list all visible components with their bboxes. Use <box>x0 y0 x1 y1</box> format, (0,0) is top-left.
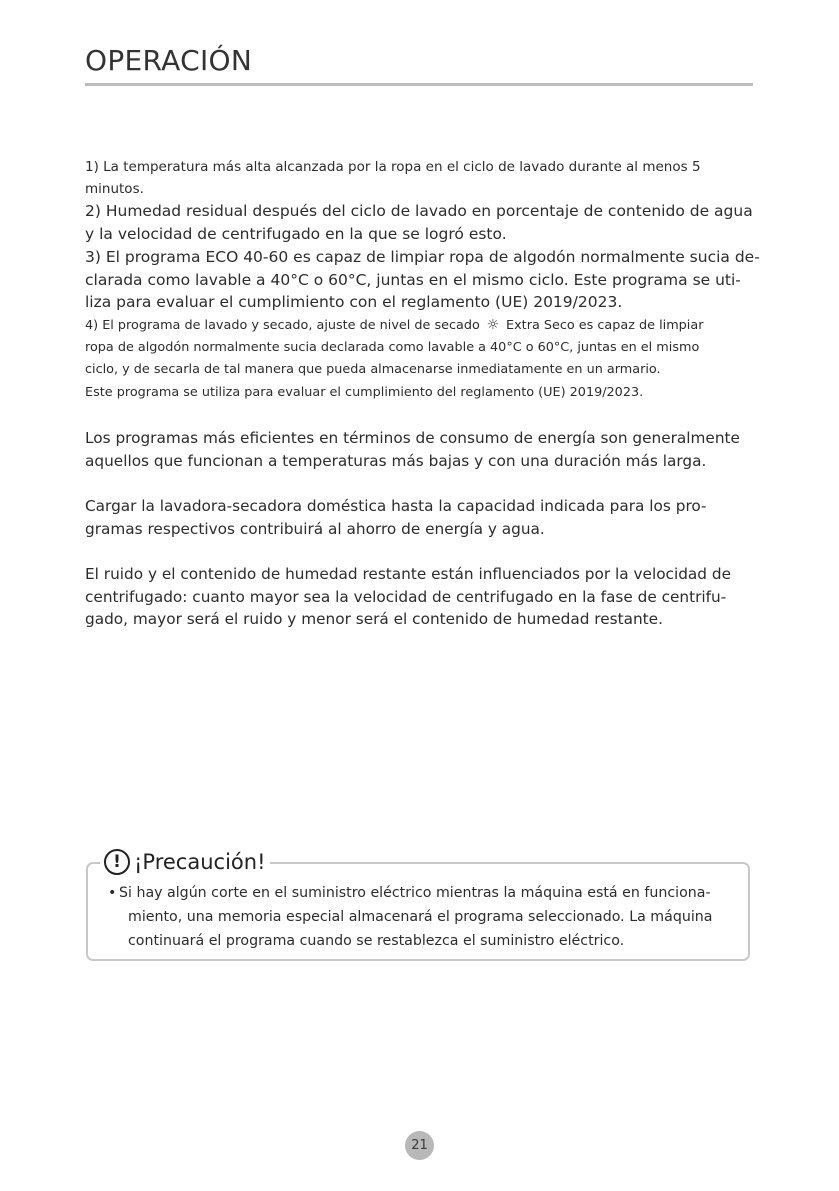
footnote-3-line-1: 3) El programa ECO 40-60 es capaz de limpiar ropa de algodón normalmente sucia de- <box>85 248 760 266</box>
footnote-4-line-1-start: 4) El programa de lavado y secado, ajuste de nivel de secado <box>85 318 480 333</box>
sun-icon: ☼ <box>486 317 500 333</box>
footnote-3-line-2: clarada como lavable a 40°C o 60°C, juntas en el mismo ciclo. Este programa se uti- <box>85 271 741 289</box>
paragraph-2-line-2: gramas respectivos contribuirá al ahorro de energía y agua. <box>85 520 545 538</box>
caution-text-line-1: Si hay algún corte en el suministro eléctrico mientras la máquina está en funciona- <box>119 885 711 901</box>
footnote-4-line-1 <box>85 317 703 333</box>
footnote-1-line-1: 1) La temperatura más alta alcanzada por la ropa en el ciclo de lavado durante al menos 5 <box>85 159 701 175</box>
warning-icon: ! <box>104 849 130 875</box>
caution-bullet: • <box>108 885 117 901</box>
footnote-2-line-2: y la velocidad de centrifugado en la que se logró esto. <box>85 225 507 243</box>
paragraph-3-line-1: El ruido y el contenido de humedad restante están influenciados por la velocidad de <box>85 565 731 583</box>
caution-text-line-2: miento, una memoria especial almacenará el programa seleccionado. La máquina <box>128 909 713 925</box>
paragraph-3-line-3: gado, mayor será el ruido y menor será el contenido de humedad restante. <box>85 610 663 628</box>
caution-text-line-3: continuará el programa cuando se restablezca el suministro eléctrico. <box>128 933 625 949</box>
caution-header <box>100 847 270 877</box>
paragraph-1-line-2: aquellos que funcionan a temperaturas más bajas y con una duración más larga. <box>85 452 707 470</box>
footnote-3-line-3: liza para evaluar el cumplimiento con el reglamento (UE) 2019/2023. <box>85 293 623 311</box>
paragraph-3-line-2: centrifugado: cuanto mayor sea la velocidad de centrifugado en la fase de centrifu- <box>85 588 727 606</box>
footnote-4-line-4: Este programa se utiliza para evaluar el cumplimiento del reglamento (UE) 2019/2023. <box>85 385 644 400</box>
paragraph-2-line-1: Cargar la lavadora-secadora doméstica hasta la capacidad indicada para los pro- <box>85 497 707 515</box>
footnote-4-line-1-end: Extra Seco es capaz de limpiar <box>506 318 704 333</box>
title-divider <box>85 83 753 86</box>
footnote-4-line-3: ciclo, y de secarla de tal manera que pueda almacenarse inmediatamente en un armario. <box>85 362 661 377</box>
footnote-2-line-1: 2) Humedad residual después del ciclo de lavado en porcentaje de contenido de agua <box>85 202 753 220</box>
paragraph-1-line-1: Los programas más eficientes en términos de consumo de energía son generalmente <box>85 429 740 447</box>
footnote-1-line-2: minutos. <box>85 181 144 197</box>
page-number: 21 <box>405 1131 434 1160</box>
caution-title: ¡Precaución! <box>134 850 266 874</box>
footnote-4-line-2: ropa de algodón normalmente sucia declarada como lavable a 40°C o 60°C, juntas en el mismo <box>85 340 700 355</box>
page-title: OPERACIÓN <box>85 44 253 77</box>
